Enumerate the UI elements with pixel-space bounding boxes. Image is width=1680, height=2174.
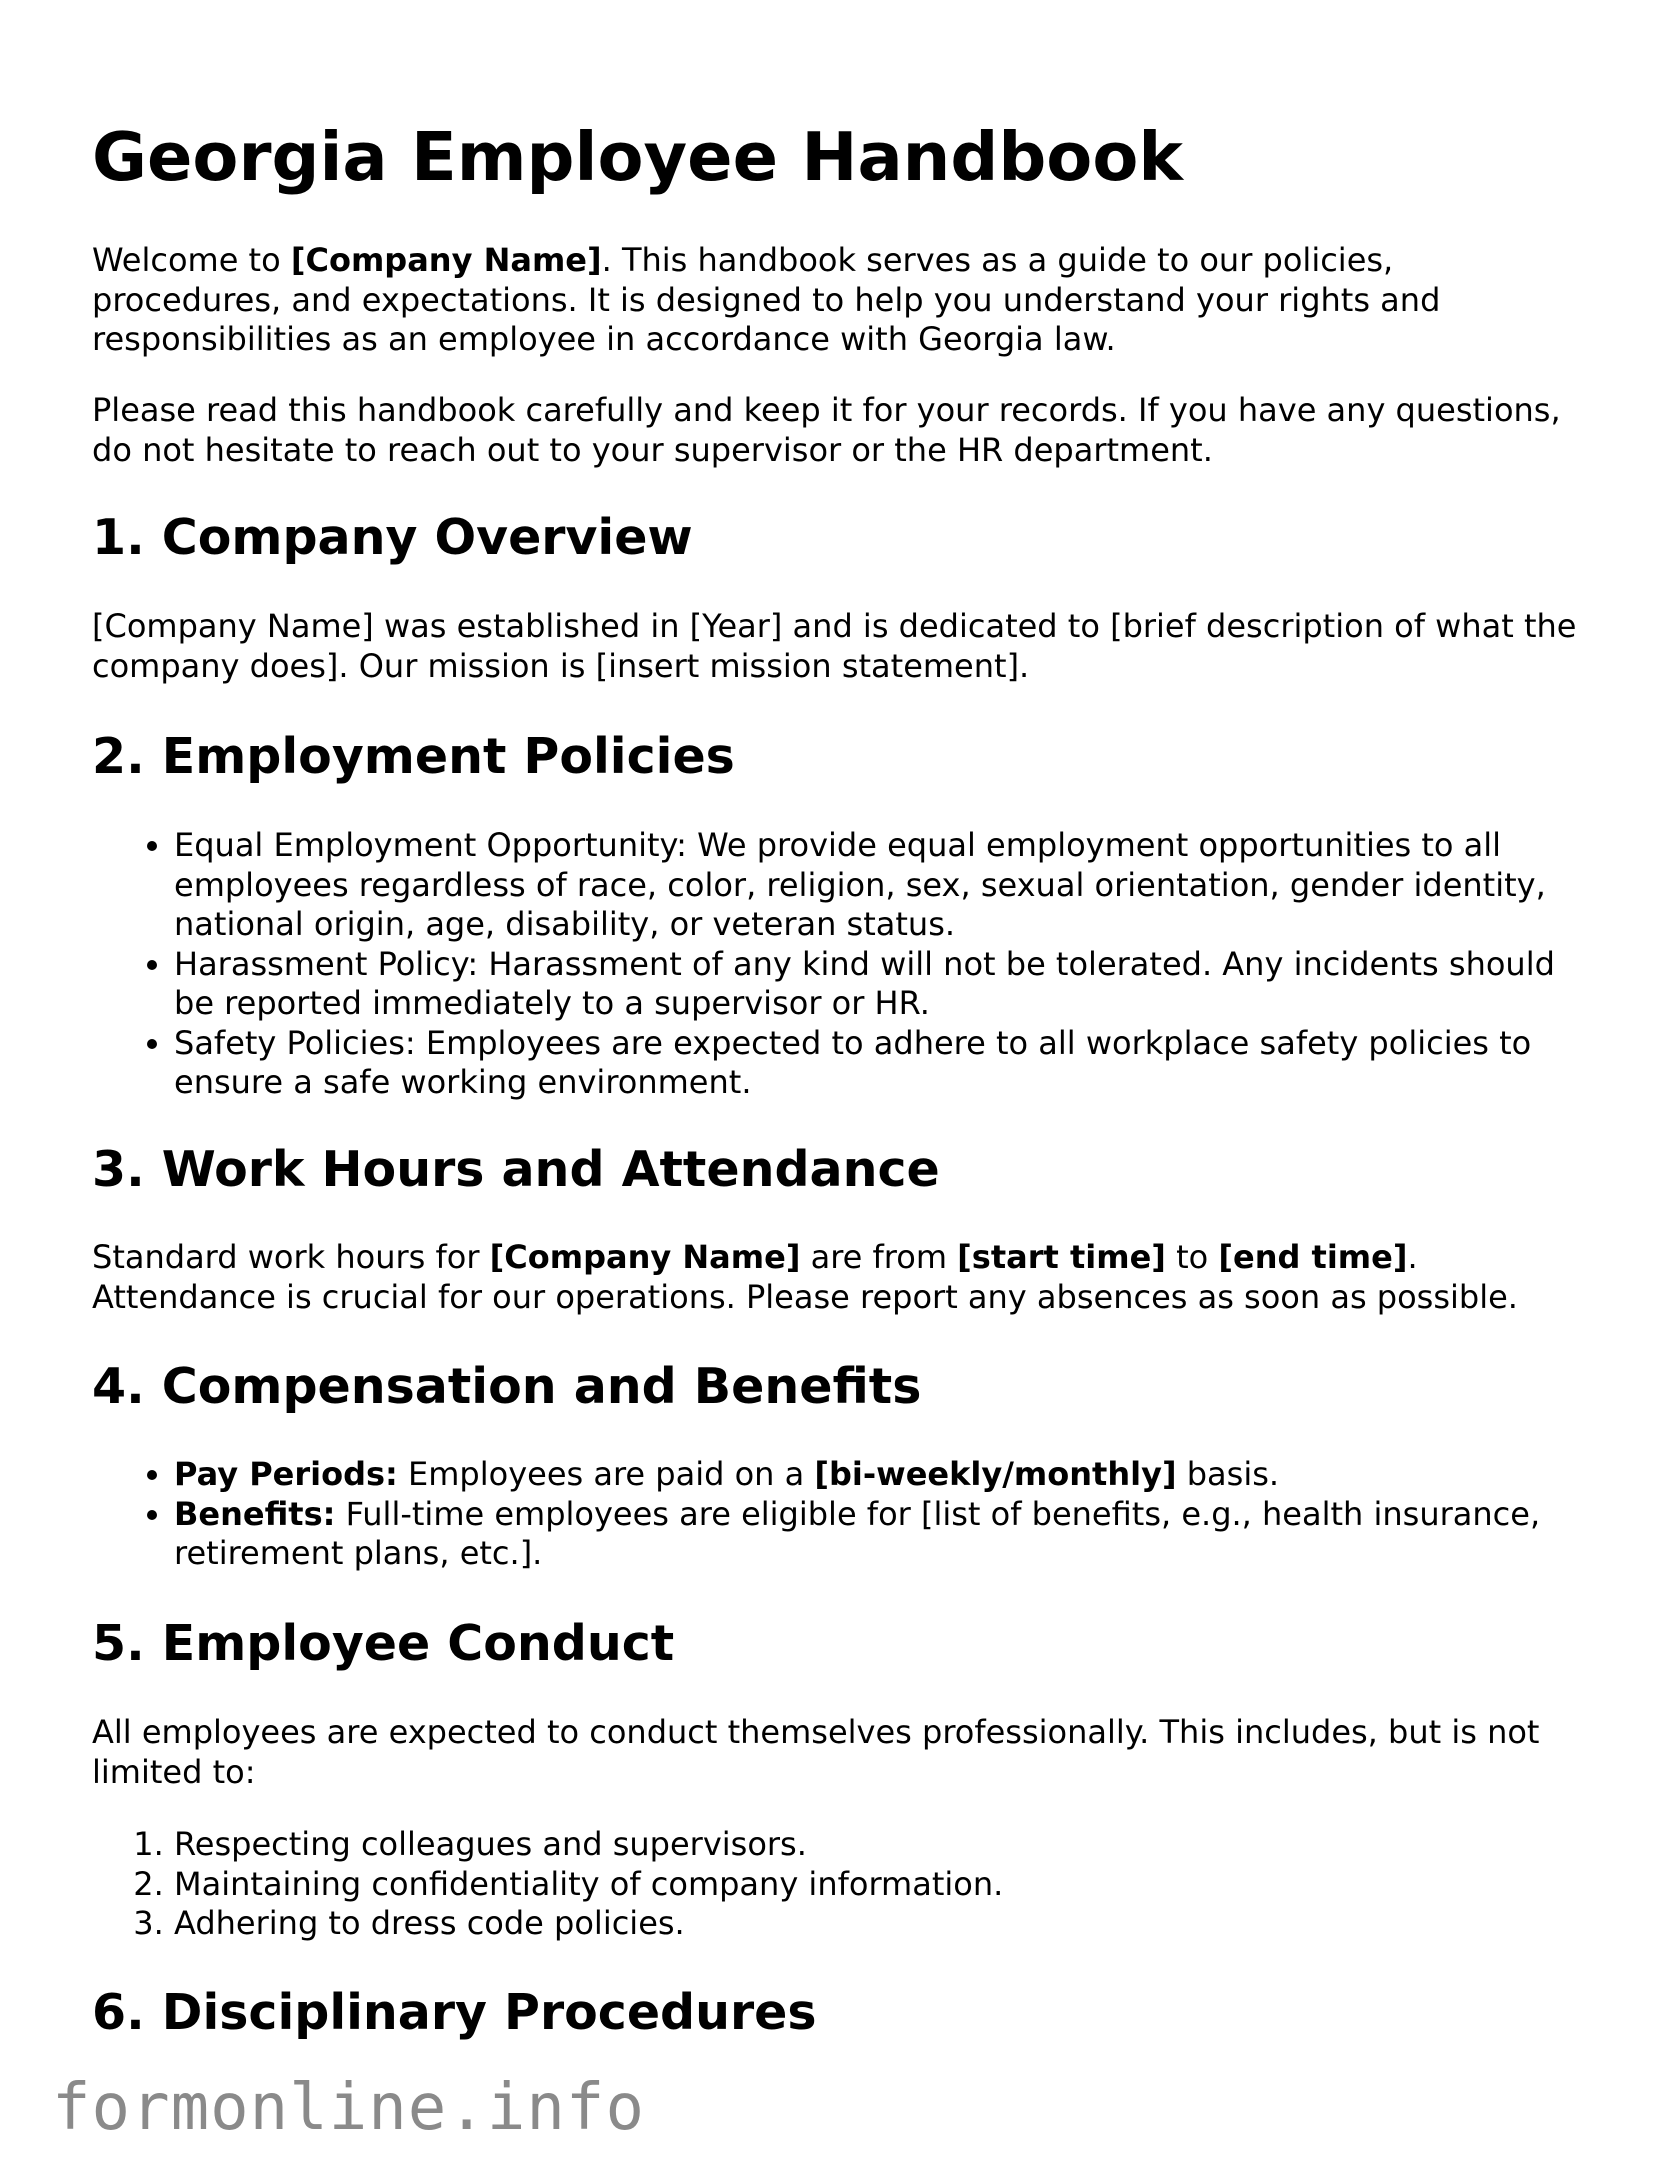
intro-paragraph-1 bbox=[92, 241, 1592, 360]
section-heading-disciplinary: 6. Disciplinary Procedures bbox=[92, 1984, 817, 2041]
work-hours-start-time: [start time] bbox=[957, 1238, 1166, 1276]
employee-conduct-text: All employees are expected to conduct themselves professionally. This includes, but is not limited to: bbox=[92, 1713, 1540, 1791]
list-item: • Equal Employment Opportunity: We provide equal employment opportunities to all employees regardless of race, color, religion, sex, sexual orientation, gender identity, national origin, age, disability, or veteran status. bbox=[174, 826, 1592, 945]
employee-conduct-list bbox=[92, 1825, 1592, 1944]
list-item bbox=[174, 1455, 1592, 1495]
work-hours-text-part: . Attendance is crucial for our operations. Please report any absences as soon as possible. bbox=[92, 1238, 1518, 1316]
intro-suffix: . This handbook serves as a guide to our policies, procedures, and expectations. It is designed to help you understand your rights and responsibilities as an employee in accordance with Georgia law. bbox=[92, 241, 1441, 358]
section-heading-employee-conduct: 5. Employee Conduct bbox=[92, 1615, 675, 1672]
section-heading-employment-policies: 2. Employment Policies bbox=[92, 728, 735, 785]
work-hours-text-part: are from bbox=[800, 1238, 958, 1276]
intro-paragraph-2: Please read this handbook carefully and keep it for your records. If you have any questions, do not hesitate to reach out to your supervisor or the HR department. bbox=[92, 391, 1561, 469]
pay-periods-text: basis. bbox=[1176, 1455, 1280, 1493]
work-hours-text-part: to bbox=[1165, 1238, 1219, 1276]
pay-periods-value: [bi-weekly/monthly] bbox=[814, 1455, 1177, 1493]
list-item: • Harassment Policy: Harassment of any kind will not be tolerated. Any incidents should be reported immediately to a supervisor or HR. bbox=[174, 945, 1592, 1024]
work-hours-company-name: [Company Name] bbox=[489, 1238, 801, 1276]
work-hours-text-part: Standard work hours for bbox=[92, 1238, 490, 1276]
benefits-label: Benefits: bbox=[174, 1494, 336, 1533]
compensation-list bbox=[92, 1455, 1592, 1574]
intro-prefix: Welcome to bbox=[92, 241, 291, 279]
work-hours-text bbox=[92, 1238, 1592, 1317]
list-item: 2. Maintaining confidentiality of company information. bbox=[174, 1865, 1592, 1905]
benefits-text: Full-time employees are eligible for [list of benefits, e.g., health insurance, retirement plans, etc.]. bbox=[174, 1494, 1541, 1572]
list-item: 1. Respecting colleagues and supervisors. bbox=[174, 1825, 1592, 1865]
company-overview-text: [Company Name] was established in [Year] and is dedicated to [brief description of what the company does]. Our mission is [insert mission statement]. bbox=[92, 607, 1577, 685]
work-hours-end-time: [end time] bbox=[1218, 1238, 1408, 1276]
pay-periods-text: Employees are paid on a bbox=[397, 1455, 815, 1493]
page-title: Georgia Employee Handbook bbox=[92, 118, 1183, 196]
section-heading-compensation: 4. Compensation and Benefits bbox=[92, 1358, 922, 1415]
watermark: formonline.info bbox=[52, 2071, 645, 2145]
list-item: • Safety Policies: Employees are expected to adhere to all workplace safety policies to ensure a safe working environment. bbox=[174, 1024, 1592, 1103]
employment-policies-list bbox=[92, 826, 1592, 1103]
list-item: 3. Adhering to dress code policies. bbox=[174, 1904, 1592, 1944]
list-item bbox=[174, 1495, 1592, 1574]
pay-periods-label: Pay Periods: bbox=[174, 1455, 398, 1493]
section-heading-work-hours: 3. Work Hours and Attendance bbox=[92, 1141, 940, 1198]
section-heading-company-overview: 1. Company Overview bbox=[92, 509, 693, 566]
intro-company-name: [Company Name] bbox=[290, 241, 602, 279]
